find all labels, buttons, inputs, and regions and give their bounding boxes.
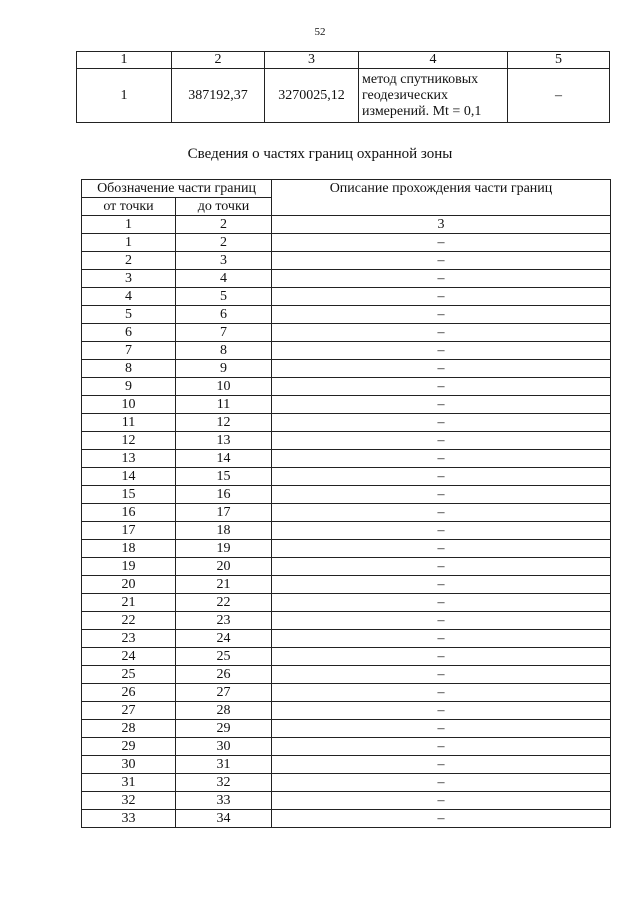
from-point-cell: 14 [82, 468, 176, 486]
to-point-cell: 27 [176, 684, 272, 702]
from-point-cell: 31 [82, 774, 176, 792]
to-point-cell: 26 [176, 666, 272, 684]
from-point-cell: 20 [82, 576, 176, 594]
from-point-cell: 18 [82, 540, 176, 558]
from-point-cell: 24 [82, 648, 176, 666]
from-point-cell: 2 [82, 252, 176, 270]
table-row [82, 432, 611, 450]
table-row [82, 594, 611, 612]
description-cell: – [272, 504, 611, 522]
from-point-cell: 32 [82, 792, 176, 810]
to-point-cell: 7 [176, 324, 272, 342]
to-point-cell: 12 [176, 414, 272, 432]
to-point-cell: 8 [176, 342, 272, 360]
from-point-cell: 6 [82, 324, 176, 342]
description-cell: – [272, 288, 611, 306]
from-point-cell: 11 [82, 414, 176, 432]
description-cell: – [272, 630, 611, 648]
description-cell: – [272, 648, 611, 666]
description-cell: – [272, 594, 611, 612]
table-row [82, 738, 611, 756]
header-cell-5: 5 [508, 52, 610, 69]
table-row [82, 756, 611, 774]
method-line-1: метод спутниковых [362, 71, 479, 87]
table-row [82, 810, 611, 828]
description-cell: – [272, 558, 611, 576]
description-cell: – [272, 756, 611, 774]
point-number: 1 [77, 69, 172, 123]
from-point-cell: 23 [82, 630, 176, 648]
to-point-cell: 20 [176, 558, 272, 576]
col5-value: – [508, 69, 610, 123]
table-row [82, 396, 611, 414]
to-point-cell: 33 [176, 792, 272, 810]
description-cell: – [272, 324, 611, 342]
to-point-cell: 9 [176, 360, 272, 378]
coordinates-table-row [77, 69, 610, 123]
table-row [82, 648, 611, 666]
from-point-cell: 16 [82, 504, 176, 522]
to-point-cell: 30 [176, 738, 272, 756]
to-point-cell: 11 [176, 396, 272, 414]
description-cell: – [272, 342, 611, 360]
table-row [82, 792, 611, 810]
to-point-cell: 25 [176, 648, 272, 666]
description-cell: – [272, 486, 611, 504]
from-point-cell: 13 [82, 450, 176, 468]
from-point-cell: 4 [82, 288, 176, 306]
table-row [82, 720, 611, 738]
group-header: Обозначение части границ [82, 180, 272, 198]
table-row [82, 342, 611, 360]
table-row [82, 450, 611, 468]
from-point-cell: 30 [82, 756, 176, 774]
table-row [82, 324, 611, 342]
description-cell: – [272, 540, 611, 558]
to-point-cell: 22 [176, 594, 272, 612]
description-cell: – [272, 252, 611, 270]
header-cell-1: 1 [77, 52, 172, 69]
numbering-cell-3: 3 [272, 216, 611, 234]
description-cell: – [272, 522, 611, 540]
to-point-cell: 5 [176, 288, 272, 306]
table-row [82, 468, 611, 486]
to-point-cell: 15 [176, 468, 272, 486]
to-point-cell: 34 [176, 810, 272, 828]
from-point-cell: 22 [82, 612, 176, 630]
table-row [82, 252, 611, 270]
from-point-cell: 25 [82, 666, 176, 684]
from-point-cell: 15 [82, 486, 176, 504]
description-cell: – [272, 738, 611, 756]
description-cell: – [272, 414, 611, 432]
header-cell-4: 4 [359, 52, 508, 69]
table-row [82, 270, 611, 288]
coordinates-table [76, 51, 610, 123]
table-row [82, 666, 611, 684]
from-point-cell: 27 [82, 702, 176, 720]
description-cell: – [272, 684, 611, 702]
description-cell: – [272, 810, 611, 828]
table-row [82, 414, 611, 432]
description-cell: – [272, 666, 611, 684]
desc-header: Описание прохождения части границ [272, 180, 611, 216]
table-row [82, 360, 611, 378]
table-row [82, 306, 611, 324]
table-row [82, 774, 611, 792]
from-point-cell: 3 [82, 270, 176, 288]
from-point-cell: 17 [82, 522, 176, 540]
description-cell: – [272, 360, 611, 378]
header-cell-3: 3 [265, 52, 359, 69]
description-cell: – [272, 774, 611, 792]
header-cell-2: 2 [172, 52, 265, 69]
method-line-3: измерений. Mt = 0,1 [362, 103, 482, 119]
from-point-cell: 21 [82, 594, 176, 612]
boundary-parts-table [81, 179, 611, 828]
to-point-cell: 28 [176, 702, 272, 720]
to-point-cell: 29 [176, 720, 272, 738]
coordinates-table-header [77, 52, 610, 69]
description-cell: – [272, 702, 611, 720]
table-row [82, 486, 611, 504]
to-point-cell: 16 [176, 486, 272, 504]
table-row [82, 504, 611, 522]
from-point-cell: 7 [82, 342, 176, 360]
table-row [82, 684, 611, 702]
to-point-cell: 23 [176, 612, 272, 630]
coord-x: 387192,37 [172, 69, 265, 123]
description-cell: – [272, 432, 611, 450]
page-number: 52 [314, 26, 326, 38]
section-title: Сведения о частях границ охранной зоны [187, 146, 453, 162]
table-row [82, 612, 611, 630]
to-point-cell: 13 [176, 432, 272, 450]
to-point-cell: 21 [176, 576, 272, 594]
from-header: от точки [82, 198, 176, 216]
description-cell: – [272, 612, 611, 630]
from-point-cell: 29 [82, 738, 176, 756]
to-point-cell: 14 [176, 450, 272, 468]
table-row [82, 702, 611, 720]
numbering-row [82, 216, 611, 234]
table-row [82, 234, 611, 252]
from-point-cell: 28 [82, 720, 176, 738]
description-cell: – [272, 234, 611, 252]
table-row [82, 630, 611, 648]
from-point-cell: 9 [82, 378, 176, 396]
to-point-cell: 17 [176, 504, 272, 522]
to-point-cell: 3 [176, 252, 272, 270]
to-point-cell: 4 [176, 270, 272, 288]
description-cell: – [272, 306, 611, 324]
table-row [82, 522, 611, 540]
to-point-cell: 32 [176, 774, 272, 792]
to-point-cell: 24 [176, 630, 272, 648]
description-cell: – [272, 468, 611, 486]
from-point-cell: 12 [82, 432, 176, 450]
from-point-cell: 8 [82, 360, 176, 378]
description-cell: – [272, 792, 611, 810]
table-row [82, 540, 611, 558]
from-point-cell: 1 [82, 234, 176, 252]
to-header: до точки [176, 198, 272, 216]
table-row [82, 288, 611, 306]
table-row [82, 576, 611, 594]
from-point-cell: 19 [82, 558, 176, 576]
from-point-cell: 10 [82, 396, 176, 414]
to-point-cell: 2 [176, 234, 272, 252]
to-point-cell: 19 [176, 540, 272, 558]
from-point-cell: 5 [82, 306, 176, 324]
group-header-row [82, 180, 611, 198]
method-description [359, 69, 508, 123]
numbering-cell-1: 1 [82, 216, 176, 234]
description-cell: – [272, 450, 611, 468]
from-point-cell: 26 [82, 684, 176, 702]
description-cell: – [272, 378, 611, 396]
description-cell: – [272, 270, 611, 288]
description-cell: – [272, 396, 611, 414]
table-row [82, 378, 611, 396]
to-point-cell: 6 [176, 306, 272, 324]
description-cell: – [272, 576, 611, 594]
numbering-cell-2: 2 [176, 216, 272, 234]
from-point-cell: 33 [82, 810, 176, 828]
to-point-cell: 31 [176, 756, 272, 774]
description-cell: – [272, 720, 611, 738]
to-point-cell: 18 [176, 522, 272, 540]
coord-y: 3270025,12 [265, 69, 359, 123]
to-point-cell: 10 [176, 378, 272, 396]
table-row [82, 558, 611, 576]
method-line-2: геодезических [362, 87, 449, 103]
